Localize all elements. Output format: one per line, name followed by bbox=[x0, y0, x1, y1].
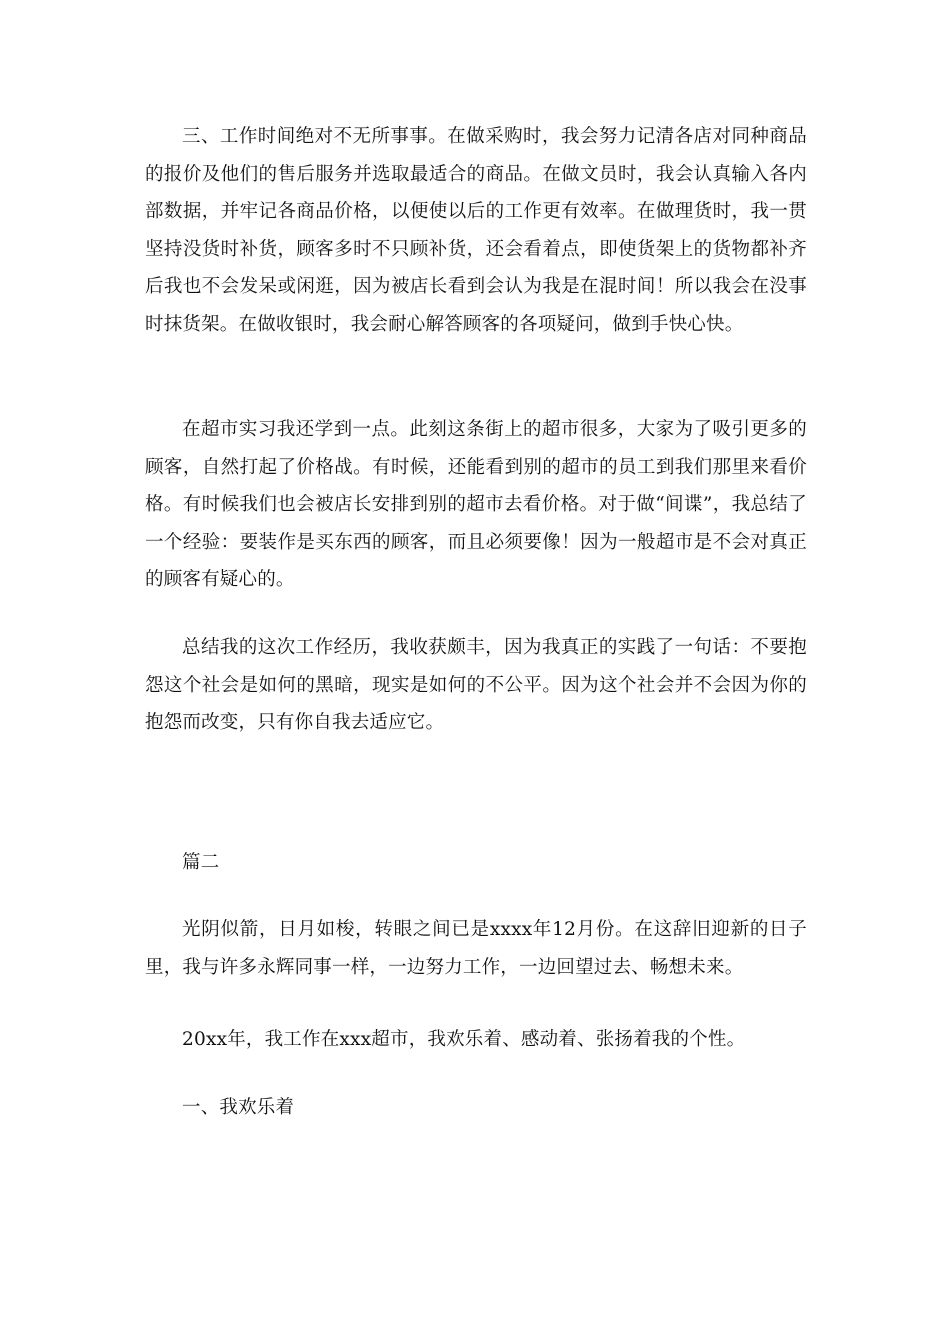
section-heading: 篇二 bbox=[182, 852, 220, 873]
paragraph-summary: 总结我的这次工作经历，我收获颇丰，因为我真正的实践了一句话：不要抱怨这个社会是如何的黑暗，现实是如何的不公平。因为这个社会并不会因为你的抱怨而改变，只有你自我去适应它。 bbox=[145, 637, 807, 733]
paragraph-work-time: 三、工作时间绝对不无所事事。在做采购时，我会努力记清各店对同种商品的报价及他们的售后服务并选取最适合的商品。在做文员时，我会认真输入各内部数据，并牢记各商品价格，以便使以后的工作更有效率。在做理货时，我一贯坚持没货时补货，顾客多时不只顾补货，还会看着点，即使货架上的货物都补齐后我也不会发呆或闲逛，因为被店长看到会认为我是在混时间！所以我会在没事时抹货架。在做收银时，我会耐心解答顾客的各项疑问，做到手快心快。 bbox=[145, 126, 807, 335]
paragraph-work-year: 20xx年，我工作在xxx超市，我欢乐着、感动着、张扬着我的个性。 bbox=[182, 1029, 746, 1050]
subsection-heading: 一、我欢乐着 bbox=[182, 1097, 295, 1118]
paragraph-time-flies: 光阴似箭，日月如梭，转眼之间已是xxxx年12月份。在这辞旧迎新的日子里，我与许多永辉同事一样，一边努力工作，一边回望过去、畅想未来。 bbox=[145, 919, 807, 978]
paragraph-supermarket-lesson: 在超市实习我还学到一点。此刻这条街上的超市很多，大家为了吸引更多的顾客，自然打起了价格战。有时候，还能看到别的超市的员工到我们那里来看价格。有时候我们也会被店长安排到别的超市去看价格。对于做“间谍”，我总结了一个经验：要装作是买东西的顾客，而且必须要像！因为一般超市是不会对真正的顾客有疑心的。 bbox=[145, 419, 807, 590]
